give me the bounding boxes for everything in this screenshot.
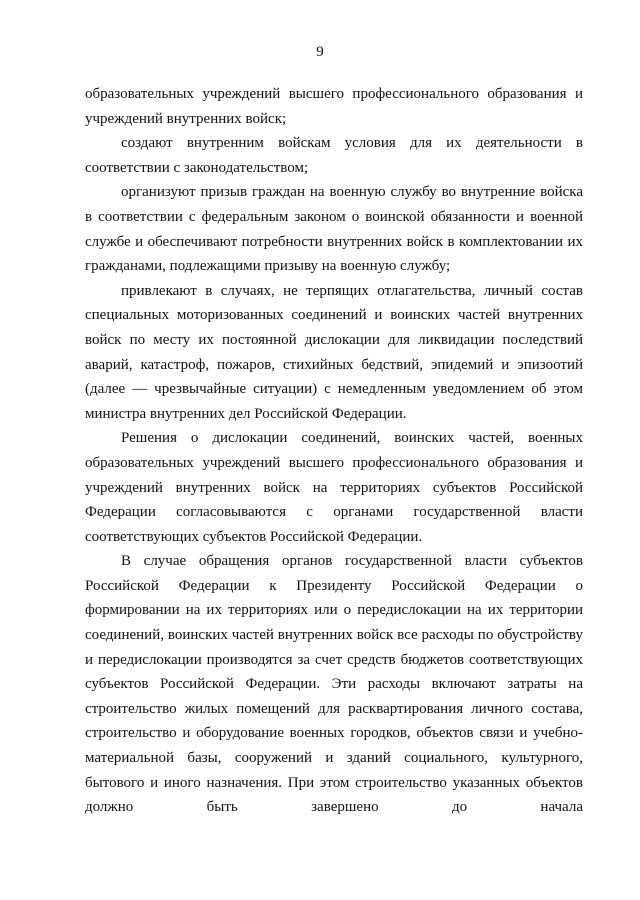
paragraph-2: создают внутренним войскам условия для их деятельности в соответствии с законодательством; <box>85 135 583 176</box>
page-number: 9 <box>316 44 324 60</box>
paragraph-4: привлекают в случаях, не терпящих отлагательства, личный состав специальных моторизованных соединений и воинских частей внутренних войск по месту их постоянной дислокации для ликвидации последствий аварий, катастроф, пожаров, стихийных бедствий, эпидемий и эпизоотий (далее — чрезвычайные ситуации) с немедленным уведомлением об этом министра внутренних дел Российской Федерации. <box>85 282 583 422</box>
paragraph-6: В случае обращения органов государственной власти субъектов Российской Федерации к Президенту Российской Федерации о формировании на их территориях или о передислокации на их территории соединений, воинских частей внутренних войск все расходы по обустройству и передислокации производятся за счет средств бюджетов соответствующих субъектов Российской Федерации. Эти расходы включают затраты на строительство жилых помещений для расквартирования личного состава, строительство и оборудование военных городков, объектов связи и учебно-материальной базы, сооружений и зданий социального, культурного, бытового и иного назначения. При этом строительство указанных объектов должно быть завершено до начала <box>85 553 583 816</box>
document-body <box>85 82 583 820</box>
paragraph-1: образовательных учреждений высшего профессионального образования и учреждений внутренних войск; <box>85 86 583 127</box>
paragraph-3: организуют призыв граждан на военную службу во внутренние войска в соответствии с федеральным законом о воинской обязанности и военной службе и обеспечивают потребности внутренних войск в комплектовании их гражданами, подлежащими призыву на военную службу; <box>85 184 583 275</box>
paragraph-5: Решения о дислокации соединений, воинских частей, военных образовательных учреждений высшего профессионального образования и учреждений внутренних войск на территориях субъектов Российской Федерации согласовываются с органами государственной власти соответствующих субъектов Российской Федерации. <box>85 430 583 545</box>
